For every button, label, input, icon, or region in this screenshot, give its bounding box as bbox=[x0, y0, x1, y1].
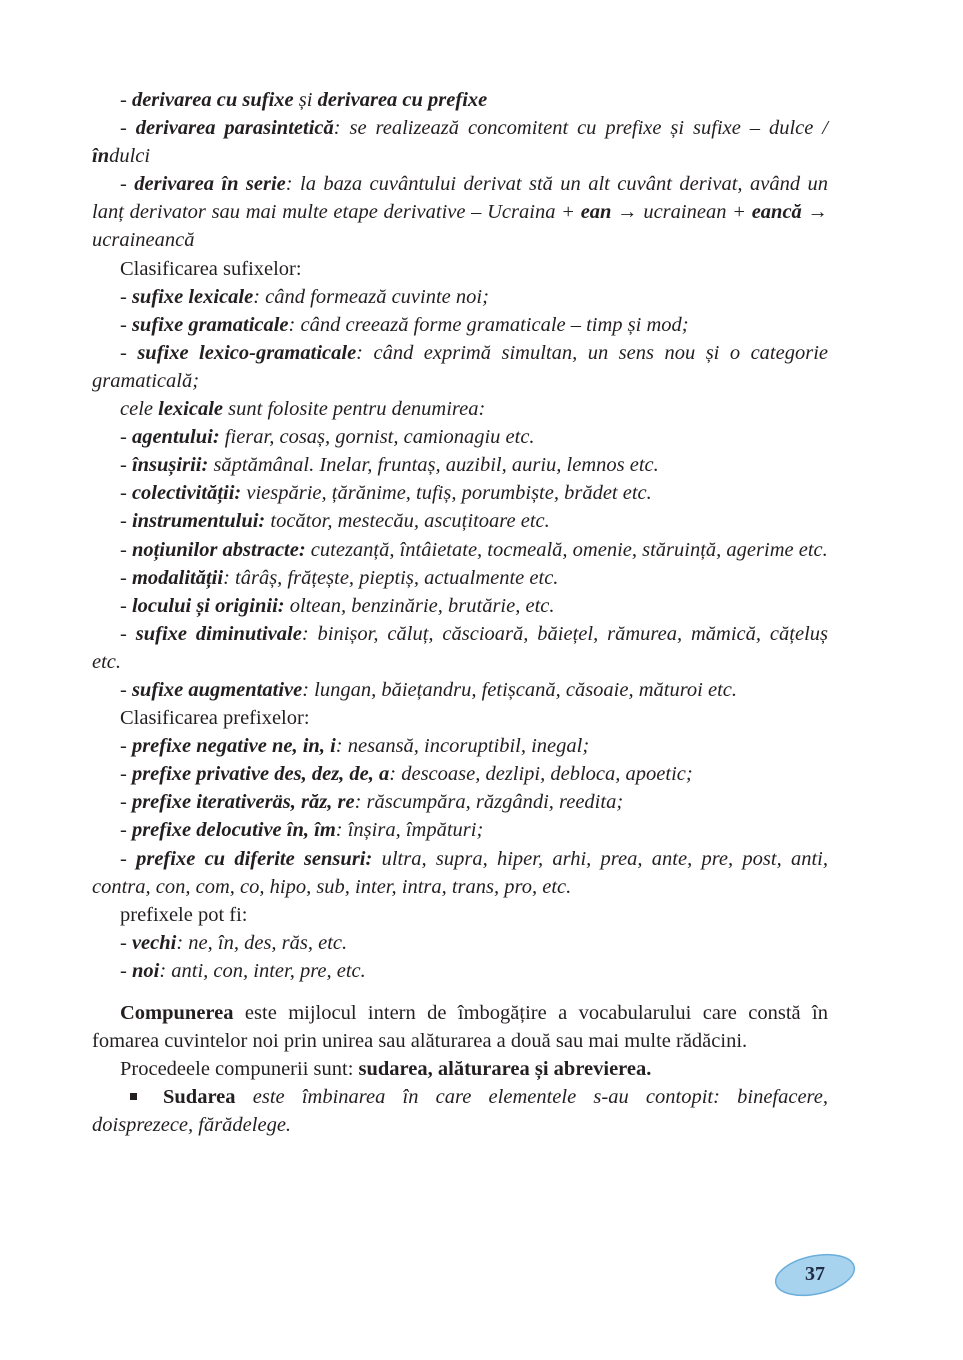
term: sudarea, alăturarea și abrevierea. bbox=[358, 1058, 652, 1081]
text: și bbox=[293, 89, 318, 111]
term: derivarea parasintetică bbox=[135, 117, 334, 140]
line-agent bbox=[92, 423, 828, 451]
term: Sudarea bbox=[163, 1086, 236, 1109]
line-various-prefixes bbox=[92, 845, 828, 901]
text: : ne, în, des, răs, etc. bbox=[176, 931, 348, 954]
term: sufixe lexico-gramaticale bbox=[137, 341, 357, 364]
paragraph-gap bbox=[92, 985, 828, 999]
text: - bbox=[120, 931, 132, 954]
text: - bbox=[120, 482, 132, 505]
term: vechi bbox=[131, 931, 177, 954]
text: - bbox=[120, 510, 132, 533]
term: prefixe delocutive în, îm bbox=[131, 819, 336, 842]
term: însușirii: bbox=[131, 454, 209, 477]
line-augmentative-suffixes bbox=[92, 676, 828, 704]
text: Procedeele compunerii sunt: bbox=[120, 1058, 359, 1081]
text: : înșira, împături; bbox=[335, 819, 484, 842]
text: tocător, mestecău, ascuțitoare etc. bbox=[265, 510, 550, 533]
line-attribute bbox=[92, 451, 828, 479]
line-lexical-suffixes bbox=[92, 283, 828, 311]
page-number-badge bbox=[773, 1252, 857, 1298]
heading-prefix-classification: Clasificarea prefixelor: bbox=[120, 707, 310, 730]
line-delocutive-prefixes bbox=[92, 816, 828, 844]
text: - bbox=[120, 566, 132, 589]
term: în bbox=[92, 145, 110, 168]
text: : lungan, băiețandru, fetișcană, căsoaie, măturoi etc. bbox=[302, 678, 738, 701]
text: fierar, cosaș, gornist, camionagiu etc. bbox=[219, 426, 535, 449]
text: : descoase, dezlipi, debloca, apoetic; bbox=[389, 763, 693, 786]
line-negative-prefixes bbox=[92, 732, 828, 760]
text: ultra, supra, hiper, arhi, prea, ante, pre, post, anti, contra, con, com, co, hipo, sub, inter, intra, trans, pro, etc. bbox=[92, 847, 829, 898]
text: este îmbinarea în care elementele s-au contopit: binefacere, doisprezece, fărădelege. bbox=[92, 1086, 828, 1137]
text: : când formează cuvinte noi; bbox=[253, 285, 489, 308]
text: - bbox=[120, 959, 132, 982]
term: Compunerea bbox=[120, 1002, 234, 1024]
text: - bbox=[120, 89, 132, 111]
term: colectivității: bbox=[131, 482, 242, 505]
term: lexicale bbox=[158, 398, 224, 421]
text: săptămânal. Inelar, fruntaș, auzibil, auriu, lemnos etc. bbox=[208, 454, 659, 477]
line-modality bbox=[92, 564, 828, 592]
text: - bbox=[120, 594, 132, 617]
text: : când creează forme gramaticale – timp și mod; bbox=[288, 313, 689, 336]
text: - bbox=[120, 454, 132, 477]
line-lexical-usage bbox=[92, 395, 828, 423]
line-privative-prefixes bbox=[92, 760, 828, 788]
line-collectivity bbox=[92, 479, 828, 507]
term: sufixe lexicale bbox=[131, 285, 254, 308]
term: instrumentului: bbox=[131, 510, 266, 533]
text: - bbox=[120, 285, 132, 308]
text: cutezanță, întâietate, tocmeală, omenie, stăruință, agerime etc. bbox=[305, 538, 828, 561]
text: - bbox=[120, 847, 137, 870]
term: ean bbox=[580, 201, 612, 224]
page-number: 37 bbox=[805, 1263, 825, 1285]
text: - bbox=[120, 678, 132, 701]
text: : răscumpăra, răzgândi, reedita; bbox=[354, 791, 624, 814]
heading-prefix-types: prefixele pot fi: bbox=[120, 903, 248, 926]
term: derivarea în serie bbox=[134, 173, 286, 196]
term: prefixe negative ne, in, i bbox=[131, 735, 336, 758]
line-composition-procedures bbox=[92, 1055, 828, 1083]
text: - bbox=[120, 173, 135, 196]
text: - bbox=[120, 341, 138, 364]
term: prefixe iterativeräs, răz, re bbox=[131, 791, 355, 814]
text: - bbox=[120, 819, 132, 842]
text: - bbox=[120, 117, 136, 140]
text: → ucraineancă bbox=[92, 201, 828, 252]
line-derivation-suffix-prefix bbox=[92, 86, 828, 114]
text: viespărie, țărănime, tufiș, porumbiște, brădet etc. bbox=[241, 482, 652, 505]
text: : târâș, frățește, pieptiș, actualmente etc. bbox=[223, 566, 559, 589]
text: sunt folosite pentru denumirea: bbox=[223, 398, 486, 421]
text: - bbox=[120, 735, 132, 758]
line-new-prefixes bbox=[92, 957, 828, 985]
text: - bbox=[120, 791, 132, 814]
bullet-icon bbox=[130, 1093, 137, 1100]
heading-suffix-classification: Clasificarea sufixelor: bbox=[120, 257, 302, 280]
line-place-origin bbox=[92, 592, 828, 620]
text: cele bbox=[120, 398, 159, 421]
term: sufixe diminutivale bbox=[135, 622, 302, 645]
text: - bbox=[120, 622, 136, 645]
text: este mijlocul intern de îmbogățire a vocabularului care constă în fomarea cuvintelor noi prin unirea sau alăturarea a două sau mai multe rădăcini. bbox=[92, 1002, 828, 1053]
text: - bbox=[120, 426, 132, 449]
line-parasynthetic bbox=[92, 114, 828, 170]
text: oltean, benzinărie, brutărie, etc. bbox=[284, 594, 555, 617]
line-series-derivation bbox=[92, 170, 828, 254]
text: : anti, con, inter, pre, etc. bbox=[159, 959, 366, 982]
term: sufixe gramaticale bbox=[131, 313, 289, 336]
text: - bbox=[120, 313, 132, 336]
line-grammatical-suffixes bbox=[92, 311, 828, 339]
line-lexico-grammatical-suffixes bbox=[92, 339, 828, 395]
line-old-prefixes bbox=[92, 929, 828, 957]
text: : se realizează concomitent cu prefixe și sufixe – dulce / bbox=[333, 117, 828, 140]
text: : nesansă, incoruptibil, inegal; bbox=[335, 735, 590, 758]
line-iterative-prefixes bbox=[92, 788, 828, 816]
page-body bbox=[92, 86, 828, 1139]
text: - bbox=[120, 538, 132, 561]
text: → ucrainean + bbox=[611, 201, 752, 224]
term: prefixe cu diferite sensuri: bbox=[136, 847, 373, 870]
term: prefixe privative des, dez, de, a bbox=[131, 763, 390, 786]
term: agentului: bbox=[131, 426, 220, 449]
term: derivarea cu prefixe bbox=[317, 89, 488, 111]
text: : când exprimă simultan, un sens nou și o categorie gramaticală; bbox=[92, 341, 828, 392]
text: : binișor, căluț, căscioară, băiețel, rămurea, mămică, cățeluș etc. bbox=[92, 622, 828, 673]
text: dulci bbox=[109, 145, 151, 168]
term: sufixe augmentative bbox=[131, 678, 303, 701]
term: noțiunilor abstracte: bbox=[131, 538, 306, 561]
text: : la baza cuvântului derivat stă un alt cuvânt derivat, având un lanț derivator sau mai multe etape derivative – Ucraina + bbox=[92, 173, 828, 224]
term: derivarea cu sufixe bbox=[131, 89, 294, 111]
term: eancă bbox=[751, 201, 802, 224]
text: - bbox=[120, 763, 132, 786]
bullet-item-sudarea bbox=[92, 1083, 828, 1139]
term: modalității bbox=[131, 566, 224, 589]
term: noi bbox=[131, 959, 160, 982]
paragraph-composition bbox=[92, 999, 828, 1055]
line-abstract-notions bbox=[92, 536, 828, 564]
term: locului și originii: bbox=[131, 594, 285, 617]
line-instrument bbox=[92, 507, 828, 535]
line-diminutive-suffixes bbox=[92, 620, 828, 676]
